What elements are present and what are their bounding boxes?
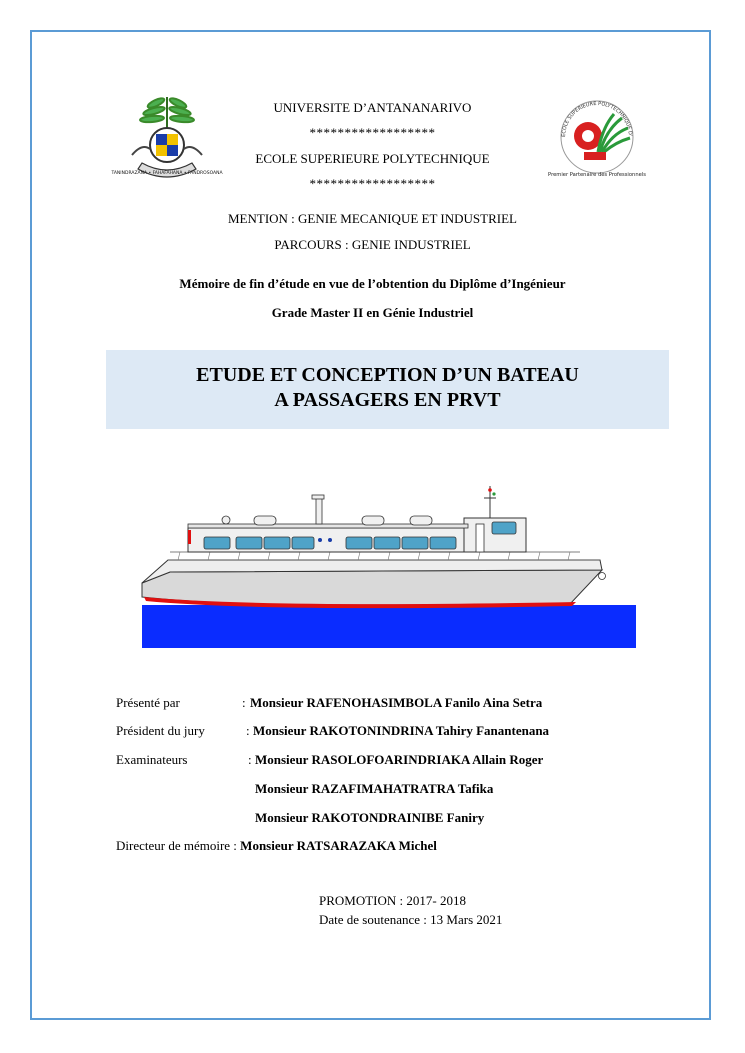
examinateur-3: Monsieur RAKOTONDRAINIBE Faniry [255, 810, 485, 825]
examinateur-3-row [255, 810, 484, 826]
colon: : [242, 695, 246, 710]
president-label: Président du jury [116, 723, 205, 738]
examinateur-2: Monsieur RAZAFIMAHATRATRA Tafika [255, 781, 494, 796]
school-name: ECOLE SUPERIEURE POLYTECHNIQUE [255, 151, 490, 166]
directeur-value: Monsieur RATSARAZAKA Michel [240, 838, 437, 853]
mention: MENTION : GENIE MECANIQUE ET INDUSTRIEL [228, 211, 517, 226]
president-row [0, 723, 745, 739]
boat-illustration [140, 480, 636, 650]
directeur-label: Directeur de mémoire : [116, 838, 237, 853]
university-name: UNIVERSITE D’ANTANANARIVO [273, 100, 472, 115]
examinateurs-row [0, 752, 745, 768]
examinateur-1: Monsieur RASOLOFOARINDRIAKA Allain Roger [255, 752, 544, 767]
president-value: Monsieur RAKOTONINDRINA Tahiry Fanantenana [253, 723, 550, 738]
title-banner [106, 350, 669, 429]
presente-value: Monsieur RAFENOHASIMBOLA Fanilo Aina Setra [250, 695, 543, 710]
date-soutenance: Date de soutenance : 13 Mars 2021 [319, 912, 503, 927]
presente-row [0, 695, 745, 711]
colon: : [246, 723, 250, 738]
examinateur-2-row [255, 781, 493, 797]
memoire-line-2: Grade Master II en Génie Industriel [271, 305, 474, 320]
espa-tagline: Premier Partenaire des Professionnels [548, 172, 646, 178]
espa-ring-text: ECOLE SUPERIEURE POLYTECHNIQUE D' [560, 100, 633, 138]
colon: : [248, 752, 252, 767]
emblem-motto: TANINDRAZANA • FAHAFAHANA • FANDROSOANA [111, 171, 223, 176]
title-line-2: A PASSAGERS EN PRVT [274, 389, 501, 411]
promotion: PROMOTION : 2017- 2018 [319, 893, 466, 908]
stars-separator: ****************** [309, 125, 436, 140]
presente-label: Présenté par [116, 695, 180, 710]
directeur-row [116, 838, 437, 854]
parcours: PARCOURS : GENIE INDUSTRIEL [274, 237, 471, 252]
memoire-line-1: Mémoire de fin d’étude en vue de l’obtention du Diplôme d’Ingénieur [179, 276, 566, 291]
title-line-1: ETUDE ET CONCEPTION D’UN BATEAU [196, 364, 579, 386]
stars-separator: ****************** [309, 176, 436, 191]
examinateurs-label: Examinateurs [116, 752, 188, 767]
